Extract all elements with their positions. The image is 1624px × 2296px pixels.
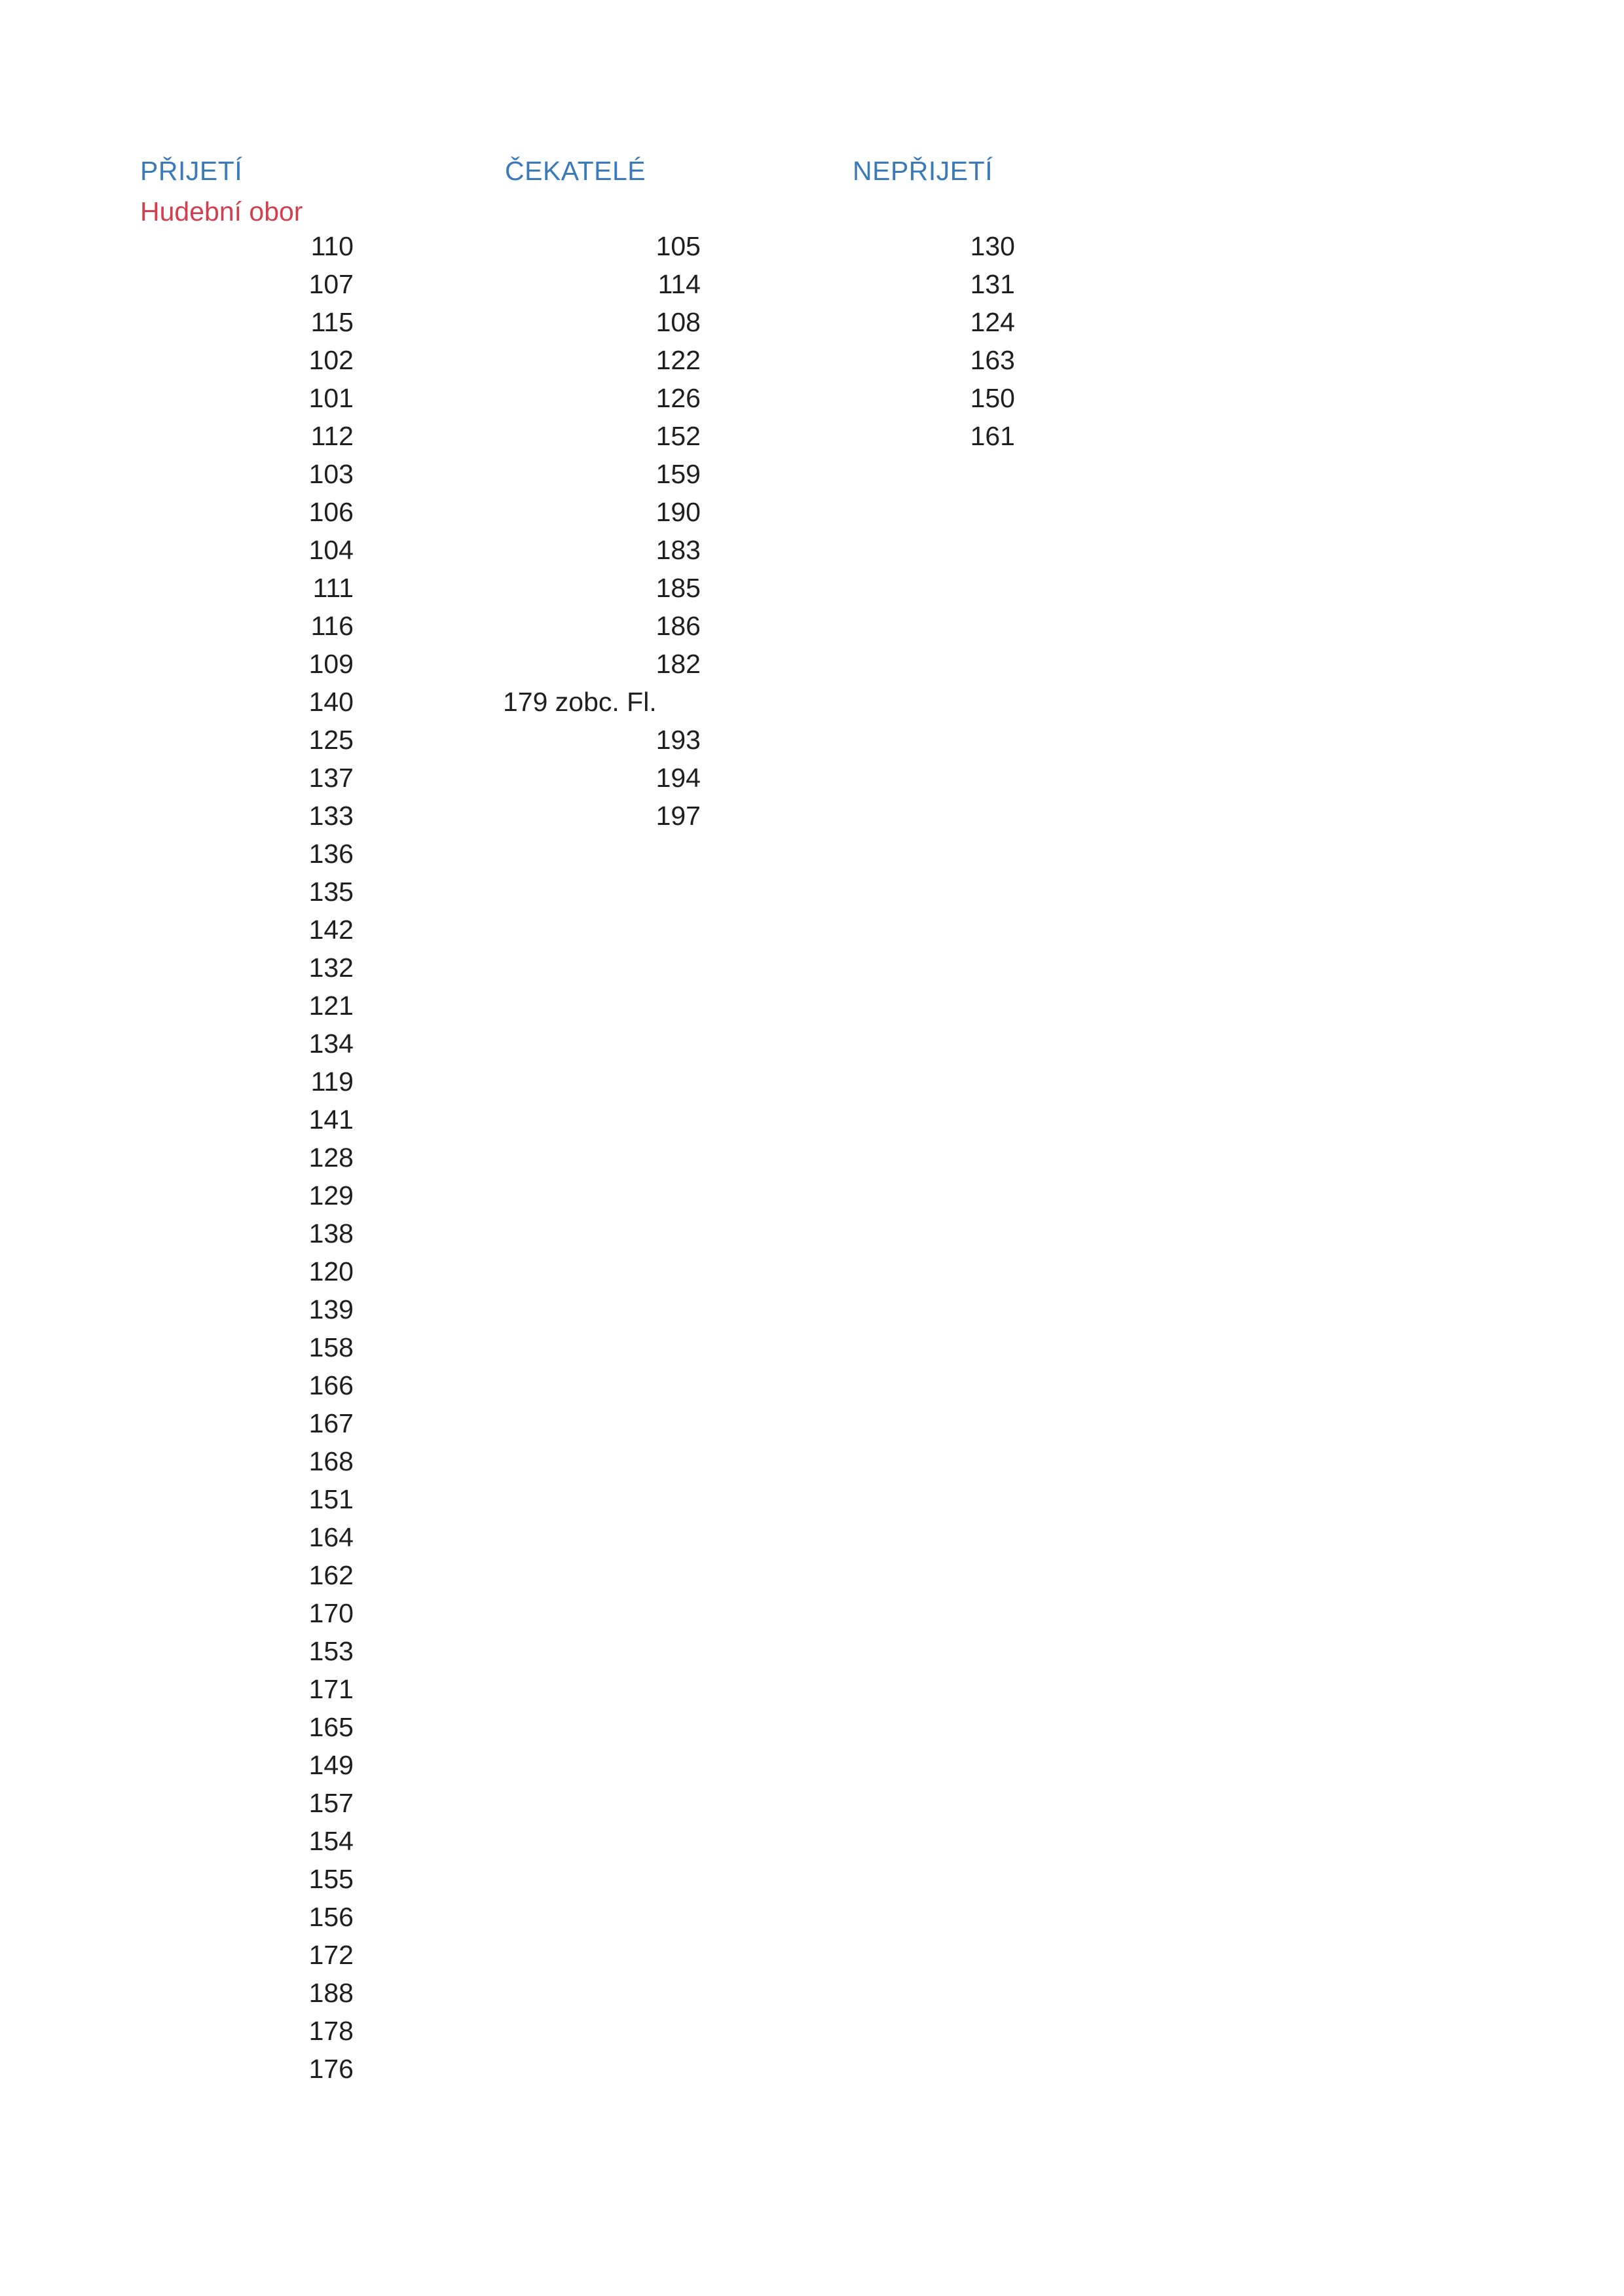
waiting-list-item: 179 zobc. Fl.: [503, 687, 657, 717]
accepted-list-item: 139: [308, 1294, 354, 1324]
waiting-list-item: 108: [655, 307, 701, 337]
accepted-list-item: 125: [308, 725, 354, 755]
accepted-list-item: 103: [308, 459, 354, 489]
rejected-list: [910, 227, 1015, 455]
accepted-list-item: 156: [308, 1902, 354, 1932]
accepted-list-item: 132: [308, 953, 354, 983]
accepted-list-item: 153: [308, 1636, 354, 1666]
accepted-list-item: 165: [308, 1712, 354, 1742]
accepted-list-item: 154: [308, 1826, 354, 1856]
waiting-list-item: 186: [655, 611, 701, 641]
waiting-list-item: 185: [655, 573, 701, 603]
accepted-list-item: 111: [312, 573, 354, 603]
accepted-list-item: 128: [308, 1142, 354, 1173]
waiting-list: [485, 227, 701, 835]
accepted-list-item: 101: [308, 383, 354, 413]
waiting-list-item: 197: [655, 801, 701, 831]
accepted-list-item: 172: [308, 1940, 354, 1970]
waiting-list-item: 114: [657, 269, 701, 299]
accepted-list-item: 133: [308, 801, 354, 831]
waiting-header: ČEKATELÉ: [505, 156, 646, 186]
waiting-list-item: 182: [655, 649, 701, 679]
rejected-list-item: 150: [970, 383, 1015, 413]
accepted-list-item: 171: [308, 1674, 354, 1704]
accepted-list: [249, 227, 354, 2088]
accepted-list-item: 119: [310, 1066, 354, 1097]
accepted-list-item: 104: [308, 535, 354, 565]
accepted-list-item: 166: [308, 1370, 354, 1400]
accepted-list-item: 141: [308, 1104, 354, 1135]
field-subheader: Hudební obor: [140, 196, 303, 227]
accepted-list-item: 110: [310, 231, 354, 261]
accepted-list-item: 102: [308, 345, 354, 375]
accepted-list-item: 168: [308, 1446, 354, 1476]
accepted-list-item: 178: [308, 2016, 354, 2046]
waiting-list-item: 159: [655, 459, 701, 489]
waiting-list-item: 105: [655, 231, 701, 261]
accepted-list-item: 121: [308, 991, 354, 1021]
accepted-list-item: 155: [308, 1864, 354, 1894]
accepted-list-item: 138: [308, 1218, 354, 1248]
waiting-list-item: 183: [655, 535, 701, 565]
accepted-list-item: 134: [308, 1029, 354, 1059]
accepted-list-item: 149: [308, 1750, 354, 1780]
accepted-header: PŘIJETÍ: [140, 156, 243, 186]
accepted-list-item: 140: [308, 687, 354, 717]
accepted-list-item: 115: [310, 307, 354, 337]
rejected-header: NEPŘIJETÍ: [853, 156, 993, 186]
accepted-list-item: 162: [308, 1560, 354, 1590]
accepted-list-item: 129: [308, 1180, 354, 1211]
accepted-list-item: 164: [308, 1522, 354, 1552]
waiting-list-item: 122: [655, 345, 701, 375]
waiting-list-item: 190: [655, 497, 701, 527]
waiting-list-item: 152: [655, 421, 701, 451]
rejected-list-item: 161: [970, 421, 1015, 451]
waiting-list-item: 193: [655, 725, 701, 755]
accepted-list-item: 137: [308, 763, 354, 793]
rejected-list-item: 131: [970, 269, 1015, 299]
accepted-list-item: 109: [308, 649, 354, 679]
accepted-list-item: 188: [308, 1978, 354, 2008]
accepted-list-item: 112: [310, 421, 354, 451]
accepted-list-item: 106: [308, 497, 354, 527]
rejected-list-item: 163: [970, 345, 1015, 375]
accepted-list-item: 176: [308, 2054, 354, 2084]
rejected-list-item: 124: [970, 307, 1015, 337]
accepted-list-item: 170: [308, 1598, 354, 1628]
waiting-list-item: 194: [655, 763, 701, 793]
accepted-list-item: 167: [308, 1408, 354, 1438]
waiting-list-item: 126: [655, 383, 701, 413]
accepted-list-item: 135: [308, 877, 354, 907]
rejected-list-item: 130: [970, 231, 1015, 261]
accepted-list-item: 116: [310, 611, 354, 641]
accepted-list-item: 136: [308, 839, 354, 869]
accepted-list-item: 142: [308, 915, 354, 945]
accepted-list-item: 157: [308, 1788, 354, 1818]
accepted-list-item: 107: [308, 269, 354, 299]
accepted-list-item: 120: [308, 1256, 354, 1286]
accepted-list-item: 158: [308, 1332, 354, 1362]
accepted-list-item: 151: [308, 1484, 354, 1514]
